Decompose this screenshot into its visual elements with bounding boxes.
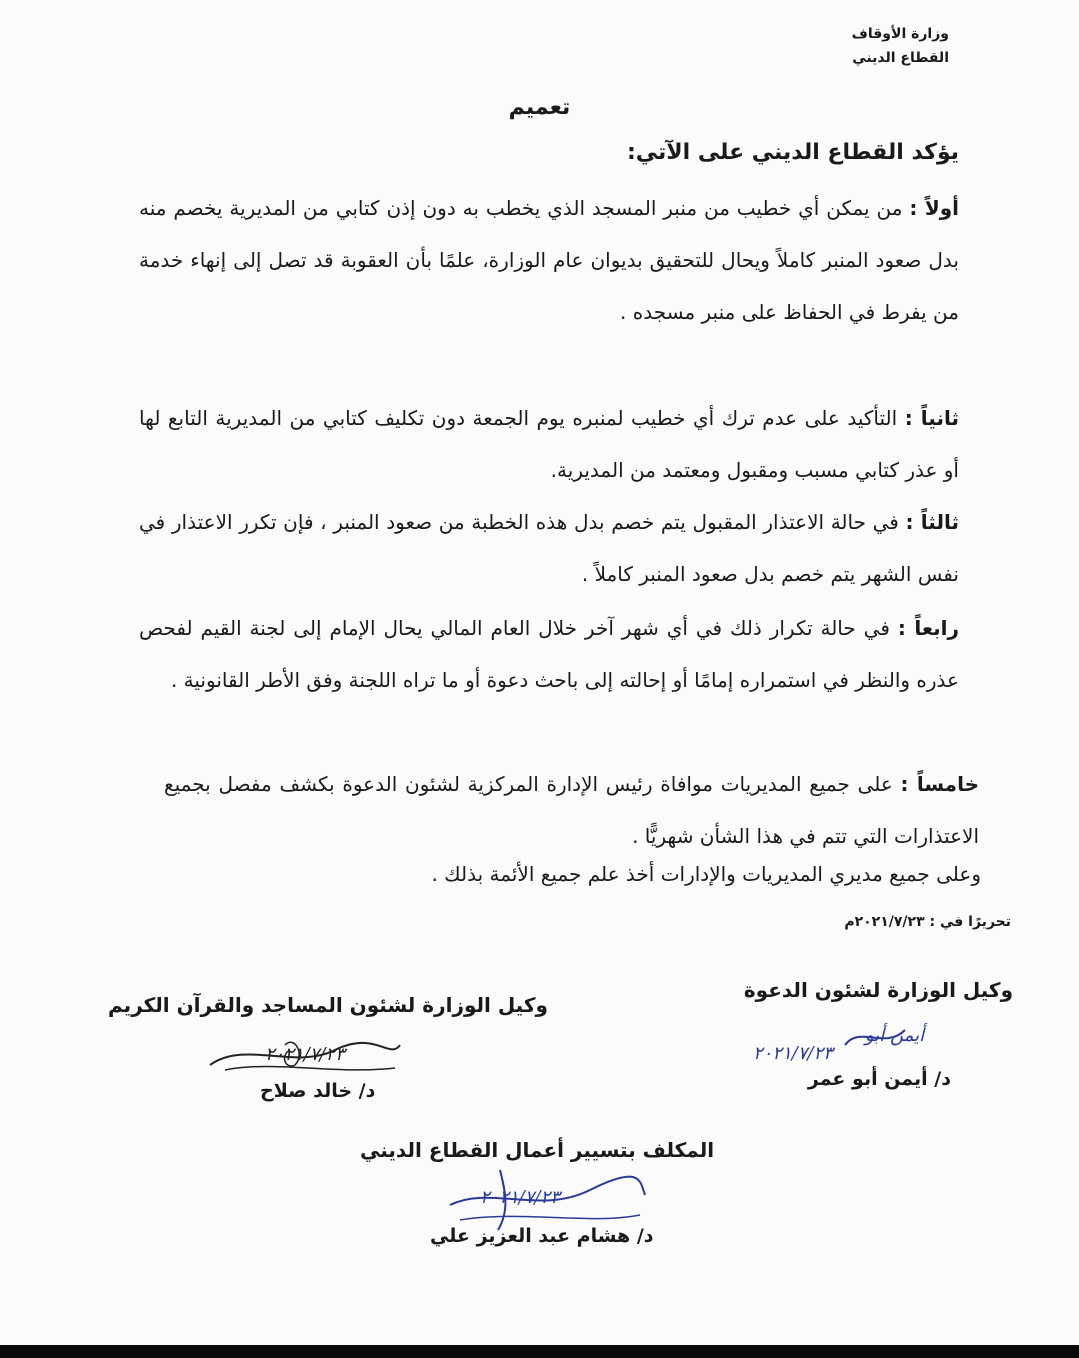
center-signatory-title: المكلف بتسيير أعمال القطاع الديني	[360, 1138, 715, 1162]
item-number: أولاً :	[909, 196, 960, 220]
item-number: خامساً :	[900, 772, 979, 796]
right-signature-date: ٢٠٢١/٧/٢٣	[753, 1043, 833, 1064]
item-second	[139, 392, 959, 496]
center-signatory-name: د/ هشام عبد العزيز علي	[430, 1225, 654, 1247]
item-first	[139, 182, 959, 338]
item-text: التأكيد على عدم ترك أي خطيب لمنبره يوم الجمعة دون تكليف كتابي من المديرية التابع لها أو عذر كتابي مسبب ومقبول ومعتمد من المديرية.	[139, 406, 959, 482]
left-signature-scribble	[205, 1030, 405, 1080]
center-signature-date: ٢٠٢١/٧/٢٣	[480, 1187, 560, 1208]
item-number: رابعاً :	[897, 616, 960, 640]
document-title: تعميم	[508, 95, 571, 120]
closing-line: وعلى جميع مديري المديريات والإدارات أخذ علم جميع الأئمة بذلك .	[431, 862, 981, 886]
ministry-name: وزارة الأوقاف	[851, 26, 949, 42]
item-fifth	[164, 758, 979, 862]
intro-line: يؤكد القطاع الديني على الآتي:	[626, 140, 959, 165]
right-signatory-title: وكيل الوزارة لشئون الدعوة	[743, 978, 1013, 1002]
item-text: في حالة الاعتذار المقبول يتم خصم بدل هذه الخطبة من صعود المنبر ، فإن تكرر الاعتذار في نفس الشهر يتم خصم بدل صعود المنبر كاملاً .	[139, 510, 959, 586]
right-signature-scribble	[745, 1015, 935, 1070]
item-fourth	[139, 602, 959, 706]
item-text: من يمكن أي خطيب من منبر المسجد الذي يخطب به دون إذن كتابي من المديرية يخصم منه بدل صعود المنبر كاملاً ويحال للتحقيق بديوان عام الوزارة، علمًا بأن العقوبة قد تصل إلى إنهاء خدمة من يفرط في الحفاظ على منبر مسجده .	[139, 196, 959, 324]
right-signature-handwriting: أيمن أبو	[865, 1025, 925, 1046]
item-third	[139, 496, 959, 600]
left-signatory-name: د/ خالد صلاح	[260, 1080, 376, 1102]
sector-name: القطاع الديني	[852, 50, 949, 66]
item-text: في حالة تكرار ذلك في أي شهر آخر خلال العام المالي يحال الإمام إلى لجنة القيم لفحص عذره والنظر في استمراره إمامًا أو إحالته إلى باحث دعوة أو ما تراه اللجنة وفق الأطر القانونية .	[139, 616, 959, 692]
item-text: على جميع المديريات موافاة رئيس الإدارة المركزية لشئون الدعوة بكشف مفصل بجميع الاعتذارات التي تتم في هذا الشأن شهريًّا .	[164, 772, 979, 848]
left-signatory-title: وكيل الوزارة لشئون المساجد والقرآن الكريم	[108, 993, 548, 1017]
item-number: ثالثاً :	[905, 510, 960, 534]
ministry-header	[852, 22, 949, 70]
issue-date: تحريرًا في : ٢٠٢١/٧/٢٣م	[844, 914, 1011, 930]
left-signature-date: ٢٠٢١/٧/٢٣	[265, 1044, 345, 1065]
item-number: ثانياً :	[904, 406, 959, 430]
right-signatory-name: د/ أيمن أبو عمر	[807, 1068, 951, 1090]
bottom-bar	[0, 1345, 1079, 1358]
